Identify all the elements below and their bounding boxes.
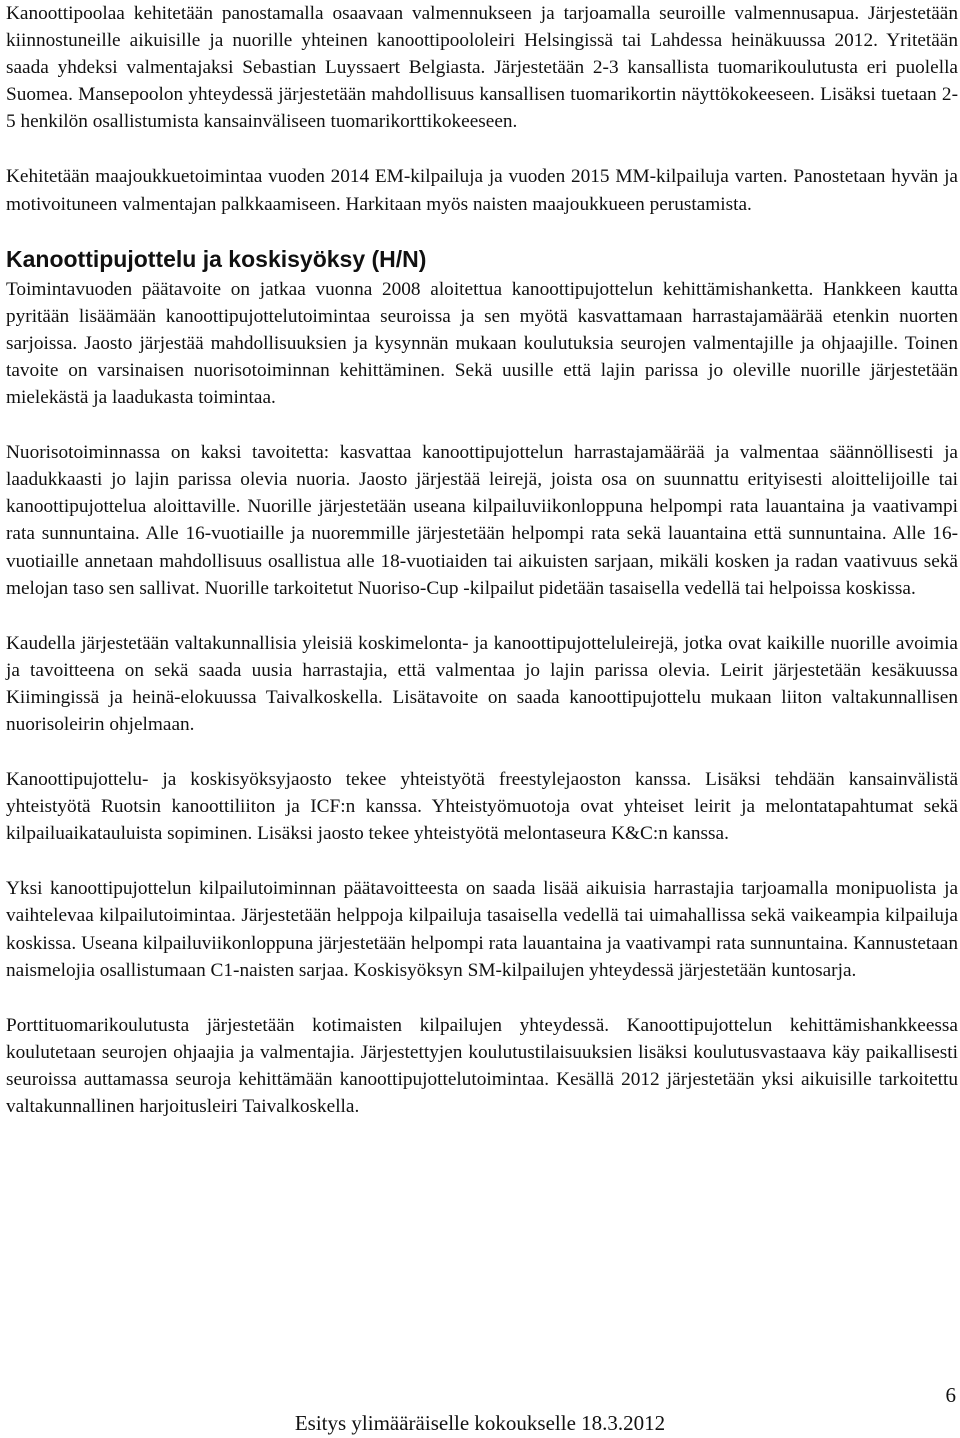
paragraph-yhteistyo: Kanoottipujottelu- ja koskisyöksyjaosto tekee yhteistyötä freestylejaoston kanssa. Lisäksi tehdään kansainvälistä yhteistyötä Ruotsin kanoottiliiton ja ICF:n kanssa. Yhteistyömuotoja ovat yhteiset leirit ja melontatapahtumat sekä kilpailuaikatauluista sopiminen. Lisäksi jaosto tekee yhteistyötä melontaseura K&C:n kanssa. xyxy=(6,769,958,845)
paragraph-leirit: Kaudella järjestetään valtakunnallisia yleisiä koskimelonta- ja kanoottipujotteluleirejä, jotka ovat kaikille nuorille avoimia ja tavoitteena on sekä saada uusia harrastajia, että valmentaa jo lajin parissa olevia. Leirit järjestetään kesäkuussa Kiimingissä ja heinä-elokuussa Taivalkoskella. Lisätavoite on saada kanoottipujottelu mukaan liiton valtakunnallisen nuorisoleirin ohjelmaan. xyxy=(6,632,958,735)
page-footer: Esitys ylimääräiselle kokoukselle 18.3.2012 xyxy=(294,1411,666,1435)
paragraph-kilpailutoiminta: Yksi kanoottipujottelun kilpailutoiminnan päätavoitteesta on saada lisää aikuisia harrastajia tarjoamalla monipuolista ja vaihtelevaa kilpailutoimintaa. Järjestetään helppoja kilpailuja tasaisella vedellä tai uimahallissa sekä vaikeampia kilpailuja koskissa. Useana kilpailuviikonloppuna järjestetään helpompi rata lauantaina ja vaativampi rata sunnuntaina. Kannustetaan naismelojia osallistumaan C1-naisten sarjaa. Koskisyöksyn SM-kilpailujen yhteydessä järjestetään kuntosarja. xyxy=(6,878,958,981)
paragraph-kanoottipoola: Kanoottipoolaa kehitetään panostamalla osaavaan valmennukseen ja tarjoamalla seuroille valmennusapua. Järjestetään kiinnostuneille aikuisille ja nuorille yhteinen kanoottipoololeiri Helsingissä tai Lahdessa heinäkuussa 2012. Yritetään saada yhdeksi valmentajaksi Sebastian Luyssaert Belgiasta. Järjestetään 2-3 kansallista tuomarikoulutusta eri puolella Suomea. Mansepoolon yhteydessä järjestetään mahdollisuus kansallisen tuomarikortin näyttökokeeseen. Lisäksi tuetaan 2-5 henkilön osallistumista kansainväliseen tuomarikorttikokeeseen. xyxy=(6,3,958,133)
section-heading: Kanoottipujottelu ja koskisyöksy (H/N) xyxy=(6,245,427,272)
paragraph-koulutus: Porttituomarikoulutusta järjestetään kotimaisten kilpailujen yhteydessä. Kanoottipujottelun kehittämishankkeessa koulutetaan seurojen ohjaajia ja valmentajia. Järjestettyjen koulutustilaisuuksien lisäksi koulutusvastaava käy paikallisesti seuroissa auttamassa seuroja kehittämään kanoottipujottelutoimintaa. Kesällä 2012 järjestetään yksi aikuisille tarkoitettu valtakunnallinen harjoitusleiri Taivalkoskella. xyxy=(6,1014,958,1117)
document-page xyxy=(6,0,958,1120)
paragraph-paatavoite: Toimintavuoden päätavoite on jatkaa vuonna 2008 aloitettua kanoottipujottelun kehittämishanketta. Hankkeen kautta pyritään lisäämään kanoottipujottelutoimintaa seuroissa ja sen myötä kasvattamaan harrastajamäärää etenkin nuorten sarjoissa. Jaosto järjestää mahdollisuuksien ja kysynnän mukaan koulutuksia seurojen valmentajille ja ohjaajille. Toinen tavoite on varsinaisen nuorisotoiminnan kehittäminen. Sekä uusille että lajin parissa jo oleville nuorille järjestetään mielekästä ja laadukasta toimintaa. xyxy=(6,278,958,409)
paragraph-maajoukkue: Kehitetään maajoukkuetoimintaa vuoden 2014 EM-kilpailuja ja vuoden 2015 MM-kilpailuja varten. Panostetaan hyvän ja motivoituneen valmentajan palkkaamiseen. Harkitaan myös naisten maajoukkueen perustamista. xyxy=(6,166,958,215)
page-number: 6 xyxy=(945,1383,956,1407)
paragraph-nuorisotoiminta: Nuorisotoiminnassa on kaksi tavoitetta: kasvattaa kanoottipujottelun harrastajamäärää ja valmentaa säännöllisesti ja laadukkaasti jo lajin parissa olevia nuoria. Jaosto järjestää leirejä, joista osa on suunnattu erityisesti aloittelijoille tai kanoottipujottelua aloittaville. Nuorille järjestetään useana kilpailuviikonloppuna helpompi rata lauantaina ja vaativampi rata sunnuntaina. Alle 16-vuotiaille ja nuoremmille järjestetään helpompi rata sekä lauantaina että sunnuntaina. Alle 16-vuotiaille annetaan mahdollisuus osallistua alle 18-vuotiaiden tai aikuisten sarjaan, mikäli kosken ja radan vaativuus sekä melojan taso sen sallivat. Nuorille tarkoitetut Nuoriso-Cup -kilpailut pidetään tasaisella vedellä tai helpoissa koskissa. xyxy=(6,442,958,599)
